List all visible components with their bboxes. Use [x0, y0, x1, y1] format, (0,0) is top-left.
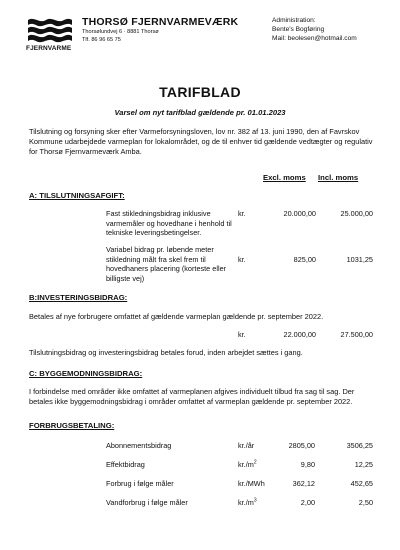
abonnement-unit: kr./år: [238, 441, 255, 450]
vand-label: Vandforbrug i følge måler: [106, 498, 188, 507]
variabel-excl: 825,00: [293, 255, 316, 264]
company-name: THORSØ FJERNVARMEVÆRK: [82, 16, 239, 28]
maaler-label: Forbrug i følge måler: [106, 479, 174, 488]
company-address: Thorsølundvej 6 · 8881 Thorsø: [82, 29, 159, 35]
section-c-text: I forbindelse med områder ikke omfattet af varmeplanen afgives individuelt tilbud fra sag til sag. Der betales ikke byggemodningsbidrag i områder omfattet af varmeplan gældende pr. september 2022.: [29, 387, 355, 406]
fast-stik-unit: kr.: [238, 209, 246, 218]
page-subtitle: Varsel om nyt tarifblad gældende pr. 01.01.2023: [114, 108, 286, 117]
column-header-incl: Incl. moms: [318, 173, 359, 182]
abonnement-incl: 3506,25: [346, 441, 373, 450]
abonnement-label: Abonnementsbidrag: [106, 441, 172, 450]
forbrug-heading: FORBRUGSBETALING:: [29, 421, 115, 430]
effekt-incl: 12,25: [354, 460, 373, 469]
variabel-unit: kr.: [238, 255, 246, 264]
fast-stik-excl: 20.000,00: [283, 209, 316, 218]
fast-stik-incl: 25.000,00: [340, 209, 373, 218]
admin-name: Bente's Bogføring: [272, 26, 325, 33]
maaler-unit: kr./MWh: [238, 479, 265, 488]
vand-excl: 2,00: [300, 498, 315, 507]
page-title: TARIFBLAD: [159, 84, 241, 100]
section-b-heading: B:INVESTERINGSBIDRAG:: [29, 293, 128, 302]
logo-text: FJERNVARME: [26, 45, 72, 52]
admin-mail: Mail: beolesen@hotmail.com: [272, 35, 357, 42]
company-block: [82, 16, 238, 44]
intro-paragraph: Tilslutning og forsyning sker efter Varmeforsyningsloven, lov nr. 382 af 13. juni 1990, den af Favrskov Kommune udarbejdede varmeplan for lokalområdet, og de til enhver tid gældende vedtægter og regulativ for Thorsø Fjernvarmeværk Amba.: [29, 127, 373, 156]
maaler-incl: 452,65: [350, 479, 373, 488]
company-phone: Tlf. 86 96 65 75: [82, 37, 121, 43]
section-b-text: Betales af nye forbrugere omfattet af gældende varmeplan gældende pr. september 2022.: [29, 312, 324, 321]
variabel-incl: 1031,25: [346, 255, 373, 264]
admin-label: Administration:: [272, 17, 316, 24]
variabel-desc: Variabel bidrag pr. løbende meter stikledning målt fra skel frem til hovedhaners placering (korteste eller billigste vej): [106, 245, 227, 283]
investering-unit: kr.: [238, 330, 246, 339]
vand-unit: $kr./m^3$: [238, 497, 257, 507]
abonnement-excl: 2805,00: [288, 441, 315, 450]
section-c-heading: C: BYGGEMODNINGSBIDRAG:: [29, 369, 143, 378]
section-a-heading: A: TILSLUTNINGSAFGIFT:: [29, 191, 125, 200]
vand-incl: 2,50: [358, 498, 373, 507]
effekt-excl: 9,80: [300, 460, 315, 469]
maaler-excl: 362,12: [292, 479, 315, 488]
effekt-label: Effektbidrag: [106, 460, 145, 469]
section-b-note: Tilslutningsbidrag og investeringsbidrag betales forud, inden arbejdet sættes i gang.: [29, 348, 303, 357]
investering-incl: 27.500,00: [340, 330, 373, 339]
column-header-excl: Excl. moms: [263, 173, 306, 182]
investering-excl: 22.000,00: [283, 330, 316, 339]
fast-stik-desc: Fast stikledningsbidrag inklusive varmemåler og hovedhane i henhold til tekniske leveringsbetingelser.: [106, 209, 232, 238]
admin-block: [272, 16, 357, 43]
effekt-unit: $kr./m^2$: [238, 459, 257, 469]
